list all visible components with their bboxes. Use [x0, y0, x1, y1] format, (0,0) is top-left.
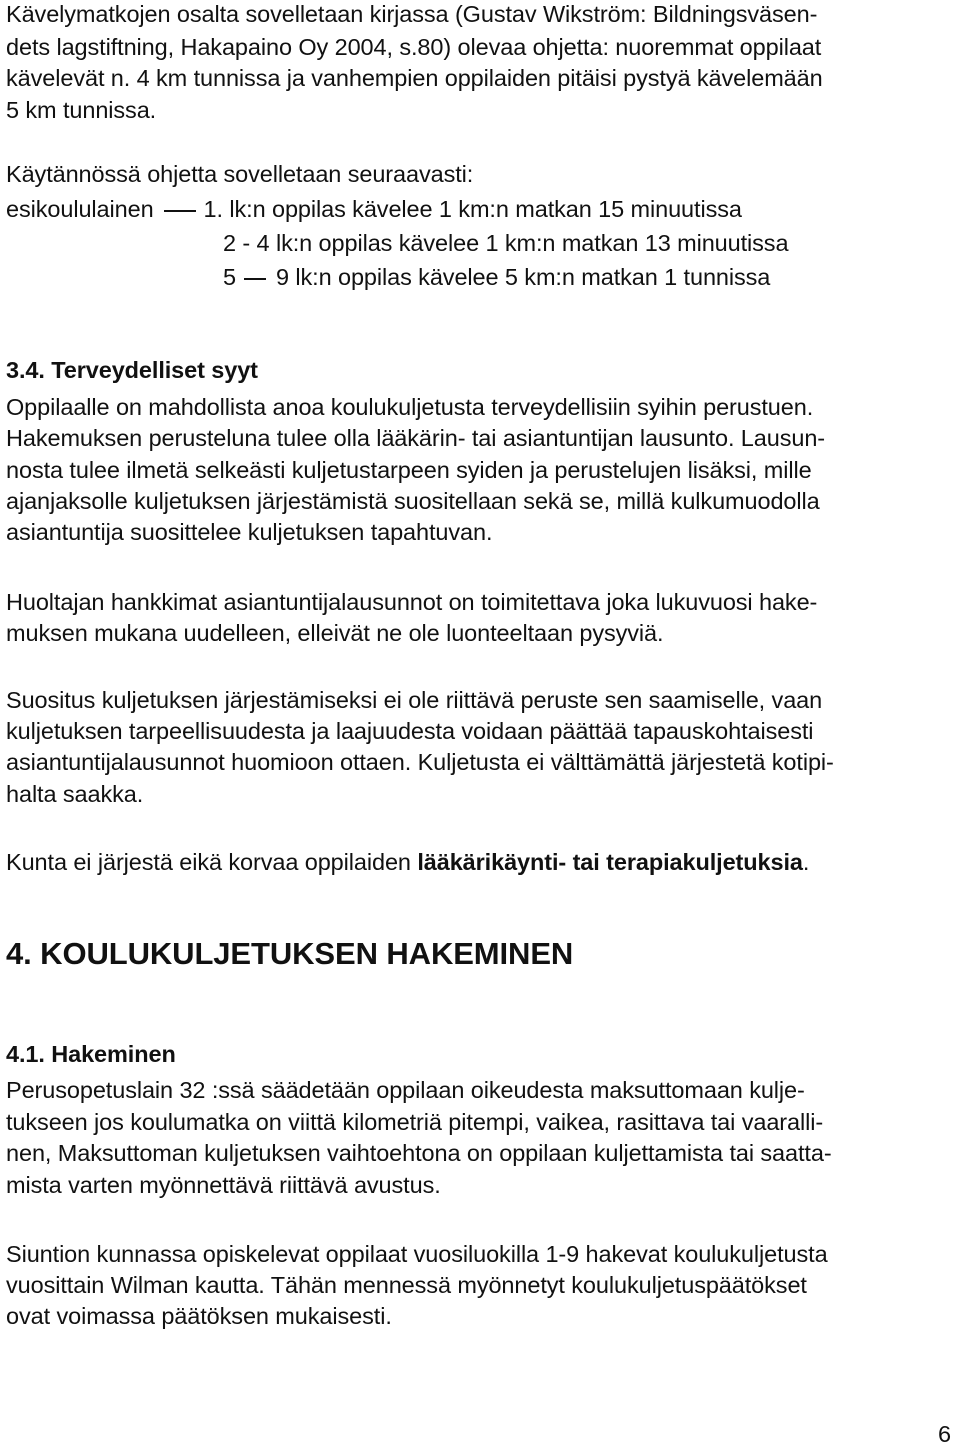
- walking-row-label: esikoululainen: [6, 196, 154, 222]
- section-3-4-heading: 3.4. Terveydelliset syyt: [6, 357, 258, 383]
- s34-p1-line-1: Oppilaalle on mahdollista anoa koulukuljetusta terveydellisiin syihin perustuen.: [6, 394, 814, 420]
- page-number: 6: [938, 1421, 951, 1447]
- s41-p1-line-2: tukseen jos koulumatka on viittä kilometriä pitempi, vaikea, rasittava tai vaaralli-: [6, 1109, 824, 1135]
- walking-row-1: [6, 195, 742, 223]
- section-4-heading: 4. KOULUKULJETUKSEN HAKEMINEN: [6, 936, 574, 971]
- s34-p2-line-2: muksen mukana uudelleen, elleivät ne ole luonteeltaan pysyviä.: [6, 620, 664, 646]
- walking-row-prefix: 5: [223, 264, 236, 290]
- dash-mark: [164, 210, 196, 212]
- s34-p4: [6, 848, 809, 876]
- s34-p3-line-1: Suositus kuljetuksen järjestämiseksi ei ole riittävä peruste sen saamiselle, vaan: [6, 687, 823, 713]
- s41-p1-line-3: nen, Maksuttoman kuljetuksen vaihtoehtona on oppilaan kuljettamista tai saatta-: [6, 1140, 832, 1166]
- s34-p4-emphasis: lääkärikäynti- tai terapiakuljetuksia: [417, 849, 803, 875]
- dash-mark: [244, 278, 266, 280]
- s34-p3-line-4: halta saakka.: [6, 781, 144, 807]
- s34-p1-line-2: Hakemuksen perusteluna tulee olla lääkärin- tai asiantuntijan lausunto. Lausun-: [6, 425, 826, 451]
- s34-p3-line-3: asiantuntijalausunnot huomioon ottaen. Kuljetusta ei välttämättä järjestetä kotipi-: [6, 749, 834, 775]
- s34-p4-period: .: [802, 849, 810, 875]
- s41-p2-line-2: vuosittain Wilman kautta. Tähän mennessä myönnetyt koulukuljetuspäätökset: [6, 1272, 807, 1298]
- intro-line-3: kävelevät n. 4 km tunnissa ja vanhempien oppilaiden pitäisi pystyä kävelemään: [6, 65, 823, 91]
- s41-p1-line-1: Perusopetuslain 32 :ssä säädetään oppilaan oikeudesta maksuttomaan kulje-: [6, 1077, 805, 1103]
- s41-p1-line-4: mista varten myönnettävä riittävä avustus.: [6, 1172, 441, 1198]
- intro-line-2: dets lagstiftning, Hakapaino Oy 2004, s.80) olevaa ohjetta: nuoremmat oppilaat: [6, 34, 822, 60]
- s34-p1-line-4: ajanjaksolle kuljetuksen järjestämistä suositellaan sekä se, millä kulkumuodolla: [6, 488, 820, 514]
- section-4-1-heading: 4.1. Hakeminen: [6, 1041, 176, 1067]
- walking-row-text: 1. lk:n oppilas kävelee 1 km:n matkan 15 minuutissa: [203, 196, 742, 222]
- s34-p1-line-3: nosta tulee ilmetä selkeästi kuljetustarpeen syiden ja perustelujen lisäksi, mille: [6, 457, 812, 483]
- s34-p4-text: Kunta ei järjestä eikä korvaa oppilaiden: [6, 849, 418, 875]
- practice-intro: Käytännössä ohjetta sovelletaan seuraavasti:: [6, 161, 474, 187]
- intro-line-1: Kävelymatkojen osalta sovelletaan kirjassa (Gustav Wikström: Bildningsväsen-: [6, 1, 818, 27]
- s34-p2-line-1: Huoltajan hankkimat asiantuntijalausunnot on toimitettava joka lukuvuosi hake-: [6, 589, 818, 615]
- walking-row-text: 9 lk:n oppilas kävelee 5 km:n matkan 1 tunnissa: [275, 264, 771, 290]
- s34-p1-line-5: asiantuntija suosittelee kuljetuksen tapahtuvan.: [6, 519, 493, 545]
- s41-p2-line-3: ovat voimassa päätöksen mukaisesti.: [6, 1303, 392, 1329]
- walking-row-3: [223, 263, 770, 291]
- s41-p2-line-1: Siuntion kunnassa opiskelevat oppilaat vuosiluokilla 1-9 hakevat koulukuljetusta: [6, 1241, 828, 1267]
- walking-row-2: 2 - 4 lk:n oppilas kävelee 1 km:n matkan 13 minuutissa: [223, 230, 789, 256]
- intro-line-4: 5 km tunnissa.: [6, 97, 157, 123]
- s34-p3-line-2: kuljetuksen tarpeellisuudesta ja laajuudesta voidaan päättää tapauskohtaisesti: [6, 718, 814, 744]
